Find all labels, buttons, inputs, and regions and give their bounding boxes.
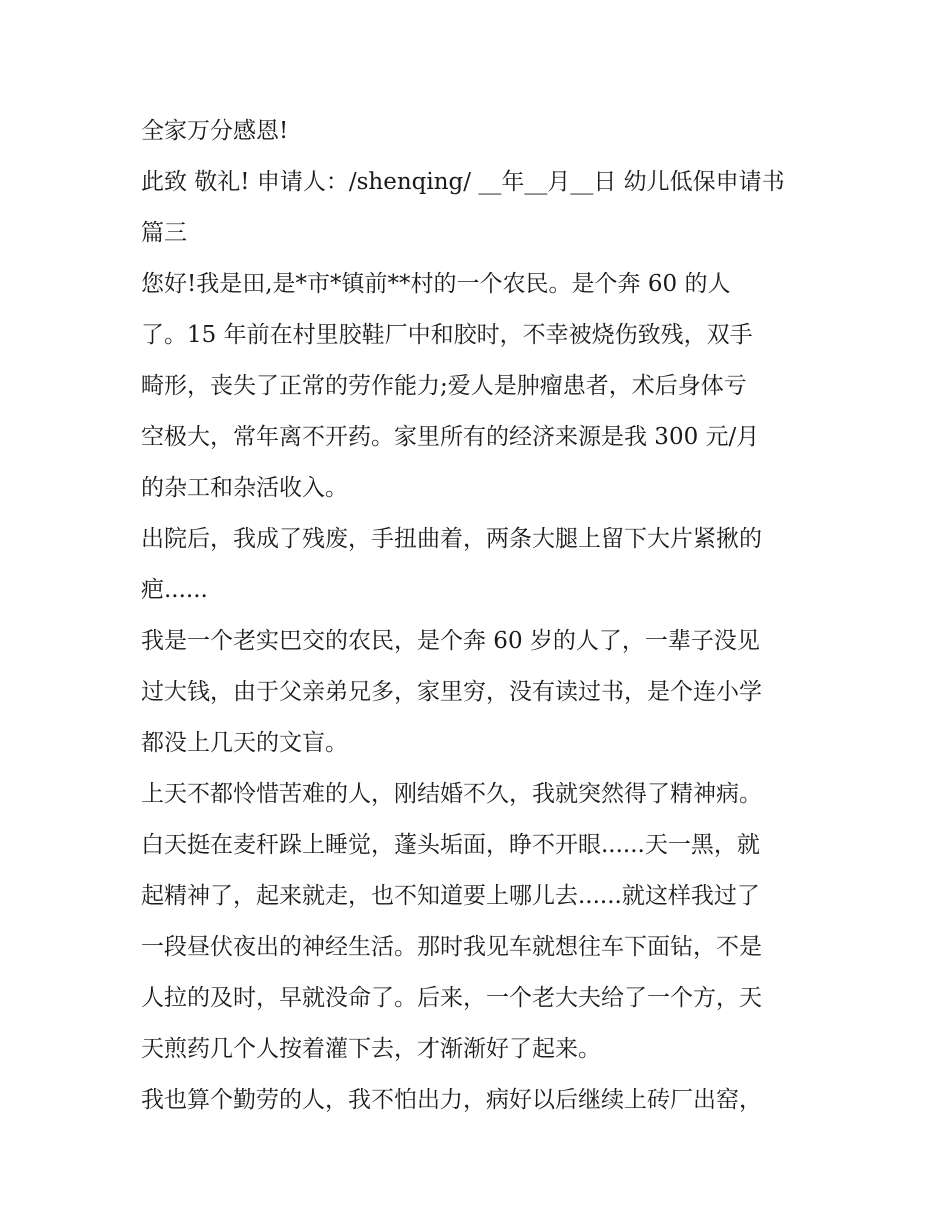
text-line: 出院后，我成了残废，手扭曲着，两条大腿上留下大片紧揪的 (141, 526, 762, 552)
text-line: 天煎药几个人按着灌下去，才渐渐好了起来。 (141, 1036, 601, 1062)
text-line: 我也算个勤劳的人，我不怕出力，病好以后继续上砖厂出窑， (141, 1087, 762, 1113)
text-line: 您好!我是田,是*市*镇前**村的一个农民。是个奔 60 的人 (141, 271, 731, 297)
text-line: 了。15 年前在村里胶鞋厂中和胶时，不幸被烧伤致残，双手 (141, 322, 753, 348)
text-line: 人拉的及时，早就没命了。后来，一个老大夫给了一个方，天 (141, 985, 762, 1011)
text-line: 疤...... (141, 577, 208, 603)
text-line: 空极大，常年离不开药。家里所有的经济来源是我 300 元/月 (141, 424, 760, 450)
text-line: 一段昼伏夜出的神经生活。那时我见车就想往车下面钻，不是 (141, 934, 762, 960)
text-line: 都没上几天的文盲。 (141, 730, 348, 756)
text-line: 此致 敬礼! 申请人：/shenqing/ __年__月__日 幼儿低保申请书 (141, 169, 785, 195)
document-body (141, 108, 821, 1128)
text-line: 我是一个老实巴交的农民，是个奔 60 岁的人了，一辈子没见 (141, 628, 760, 654)
text-line: 起精神了，起来就走，也不知道要上哪儿去......就这样我过了 (141, 883, 760, 909)
text-line: 的杂工和杂活收入。 (141, 475, 348, 501)
text-line: 上天不都怜惜苦难的人，刚结婚不久，我就突然得了精神病。 (141, 781, 762, 807)
text-line: 畸形，丧失了正常的劳作能力;爱人是肿瘤患者，术后身体亏 (141, 373, 747, 399)
text-line: 篇三 (141, 220, 187, 246)
text-line: 过大钱，由于父亲弟兄多，家里穷，没有读过书，是个连小学 (141, 679, 762, 705)
text-line: 白天挺在麦秆跺上睡觉，蓬头垢面，睁不开眼......天一黑，就 (141, 832, 760, 858)
text-line: 全家万分感恩! (141, 118, 289, 144)
